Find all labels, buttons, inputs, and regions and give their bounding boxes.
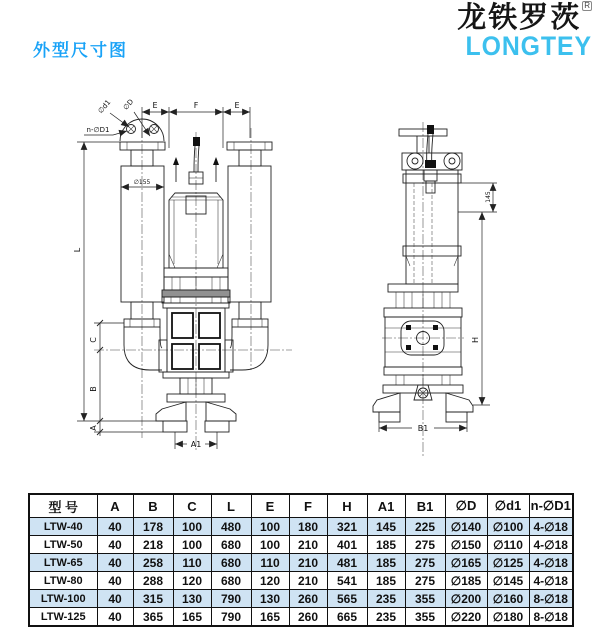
table-cell: 40 <box>97 590 133 608</box>
dim-label-silencer-dia: ∅155 <box>133 179 151 186</box>
table-cell: 4-∅18 <box>529 518 573 536</box>
motor-side <box>388 170 461 308</box>
table-cell: ∅100 <box>487 518 529 536</box>
table-cell: ∅180 <box>487 608 529 627</box>
table-cell: 180 <box>289 518 327 536</box>
dim-label-A: A <box>89 425 98 431</box>
table-cell: 100 <box>173 536 211 554</box>
table-cell: LTW-125 <box>29 608 97 627</box>
table-cell: LTW-40 <box>29 518 97 536</box>
table-cell: 100 <box>251 518 289 536</box>
column-header: A <box>97 494 133 518</box>
table-cell: 40 <box>97 554 133 572</box>
table-cell: 100 <box>173 518 211 536</box>
table-cell: 481 <box>327 554 367 572</box>
table-cell: 210 <box>289 572 327 590</box>
logo-chinese-text: 龙铁罗茨 <box>457 0 582 34</box>
table-cell: 275 <box>405 572 445 590</box>
dim-label-dia-D: ∅D <box>121 97 136 112</box>
dim-label-A1: A1 <box>190 440 202 449</box>
table-cell: 790 <box>211 608 251 627</box>
column-header: n-∅D1 <box>529 494 573 518</box>
table-row <box>29 590 573 608</box>
table-cell: 480 <box>211 518 251 536</box>
table-cell: 210 <box>289 536 327 554</box>
table-cell: 680 <box>211 572 251 590</box>
table-row <box>29 536 573 554</box>
column-header: B1 <box>405 494 445 518</box>
table-cell: ∅185 <box>445 572 487 590</box>
dim-label-L: L <box>73 247 82 253</box>
dim-label-cable: 145 <box>485 191 492 203</box>
table-cell: ∅220 <box>445 608 487 627</box>
table-cell: 178 <box>133 518 173 536</box>
table-cell: 541 <box>327 572 367 590</box>
table-cell: 275 <box>405 536 445 554</box>
dim-left-chain <box>73 142 163 436</box>
table-cell: 165 <box>173 608 211 627</box>
table-cell: ∅110 <box>487 536 529 554</box>
logo-english-text: LONGTEY <box>465 31 592 61</box>
dim-label-n-dia-D1: n-∅D1 <box>86 126 110 134</box>
table-cell: 110 <box>173 554 211 572</box>
table-cell: 680 <box>211 536 251 554</box>
table-cell: 225 <box>405 518 445 536</box>
table-cell: ∅145 <box>487 572 529 590</box>
front-view-drawing <box>73 98 292 452</box>
table-cell: 120 <box>173 572 211 590</box>
dim-a1 <box>175 432 217 449</box>
table-cell: 4-∅18 <box>529 536 573 554</box>
dim-label-B: B <box>89 386 98 392</box>
dim-label-E-right: E <box>234 101 240 110</box>
column-header: E <box>251 494 289 518</box>
table-cell: 355 <box>405 608 445 627</box>
table-cell: 185 <box>367 554 405 572</box>
table-cell: LTW-80 <box>29 572 97 590</box>
table-cell: 321 <box>327 518 367 536</box>
table-cell: 110 <box>251 554 289 572</box>
table-cell: 130 <box>251 590 289 608</box>
dim-label-E-left: E <box>152 101 158 110</box>
table-cell: 565 <box>327 590 367 608</box>
table-cell: 401 <box>327 536 367 554</box>
table-cell: LTW-65 <box>29 554 97 572</box>
table-cell: 275 <box>405 554 445 572</box>
table-cell: 665 <box>327 608 367 627</box>
table-cell: 4-∅18 <box>529 554 573 572</box>
column-header: C <box>173 494 211 518</box>
column-header: 型 号 <box>29 494 97 518</box>
dim-label-B1: B1 <box>417 424 429 433</box>
table-cell: 258 <box>133 554 173 572</box>
table-cell: 790 <box>211 590 251 608</box>
table-cell: ∅140 <box>445 518 487 536</box>
table-row <box>29 608 573 627</box>
table-cell: 130 <box>173 590 211 608</box>
table-row <box>29 554 573 572</box>
table-cell: 185 <box>367 572 405 590</box>
table-cell: 40 <box>97 572 133 590</box>
table-cell: 40 <box>97 608 133 627</box>
dim-label-H: H <box>471 336 480 344</box>
table-header-row <box>29 494 573 518</box>
registered-trademark-icon: R <box>584 1 590 10</box>
column-header: L <box>211 494 251 518</box>
table-cell: 680 <box>211 554 251 572</box>
table-cell: 260 <box>289 608 327 627</box>
dim-label-dia-d1: ∅d1 <box>96 98 113 116</box>
page-title: 外型尺寸图 <box>33 41 128 60</box>
table-cell: 235 <box>367 608 405 627</box>
table-cell: 100 <box>251 536 289 554</box>
table-cell: 165 <box>251 608 289 627</box>
table-cell: ∅160 <box>487 590 529 608</box>
table-cell: 120 <box>251 572 289 590</box>
left-silencer <box>120 142 167 372</box>
dim-label-F: F <box>193 101 199 110</box>
table-cell: ∅125 <box>487 554 529 572</box>
table-cell: 8-∅18 <box>529 608 573 627</box>
right-silencer <box>225 142 272 372</box>
table-cell: 260 <box>289 590 327 608</box>
dimension-table <box>28 493 574 627</box>
table-cell: 8-∅18 <box>529 590 573 608</box>
table-cell: 315 <box>133 590 173 608</box>
column-header: A1 <box>367 494 405 518</box>
table-cell: 185 <box>367 536 405 554</box>
table-cell: 365 <box>133 608 173 627</box>
table-cell: 145 <box>367 518 405 536</box>
table-cell: LTW-50 <box>29 536 97 554</box>
table-cell: 355 <box>405 590 445 608</box>
table-row <box>29 572 573 590</box>
table-cell: 288 <box>133 572 173 590</box>
table-cell: ∅200 <box>445 590 487 608</box>
column-header: ∅D <box>445 494 487 518</box>
dim-label-C: C <box>89 337 98 343</box>
table-cell: 40 <box>97 518 133 536</box>
table-row <box>29 518 573 536</box>
side-view-drawing <box>373 122 497 458</box>
table-cell: 4-∅18 <box>529 572 573 590</box>
table-cell: 218 <box>133 536 173 554</box>
column-header: H <box>327 494 367 518</box>
column-header: ∅d1 <box>487 494 529 518</box>
table-cell: LTW-100 <box>29 590 97 608</box>
table-cell: 210 <box>289 554 327 572</box>
table-cell: ∅150 <box>445 536 487 554</box>
column-header: F <box>289 494 327 518</box>
table-cell: 235 <box>367 590 405 608</box>
table-cell: ∅165 <box>445 554 487 572</box>
column-header: B <box>133 494 173 518</box>
table-cell: 40 <box>97 536 133 554</box>
